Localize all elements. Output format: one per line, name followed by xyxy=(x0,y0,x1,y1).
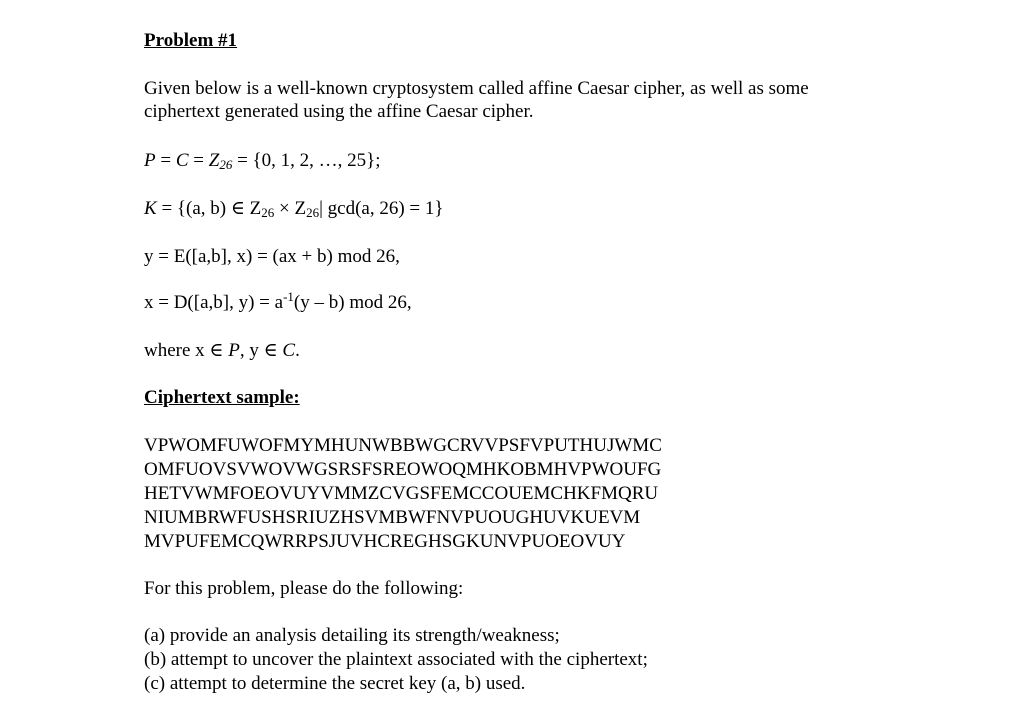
formula-key-space xyxy=(144,197,444,221)
ciphertext-line: MVPUFEMCQWRRPSJUVHCREGHSGKUNVPUOEOVUY xyxy=(144,531,626,552)
subscript-26-a: 26 xyxy=(261,205,275,220)
where-c: C xyxy=(282,340,296,361)
subscript-26-b: 26 xyxy=(306,205,320,220)
ciphertext-heading: Ciphertext sample: xyxy=(144,387,300,408)
formula-decryption xyxy=(144,291,412,315)
formula-plaintext-space xyxy=(144,149,381,173)
formula-encryption: y = E([a,b], x) = (ax + b) mod 26, xyxy=(144,246,400,267)
decrypt-start: x = D([a,b], y) = a xyxy=(144,292,284,313)
ciphertext-line: NIUMBRWFUSHSRIUZHSVMBWFNVPUOUGHUVKUEVM xyxy=(144,507,641,528)
symbol-z: Z xyxy=(208,150,220,171)
task-item: (b) attempt to uncover the plaintext associated with the ciphertext; xyxy=(144,649,648,670)
where-mid: , y ∈ xyxy=(239,340,283,361)
problem-title: Problem #1 xyxy=(144,30,238,51)
key-set-start: = {(a, b) ∈ Z xyxy=(156,198,262,219)
decrypt-rest: (y – b) mod 26, xyxy=(293,292,412,313)
key-set-cross: × Z xyxy=(274,198,307,219)
eq-2: = xyxy=(188,150,209,171)
ciphertext-line: HETVWMFOEOVUYVMMZCVGSFEMCCOUEMCHKFMQRU xyxy=(144,483,659,504)
ciphertext-line: OMFUOVSVWOVWGSRSFSREOWOQMHKOBMHVPWOUFG xyxy=(144,459,662,480)
key-set-condition: | gcd(a, 26) = 1} xyxy=(319,198,444,219)
symbol-k: K xyxy=(144,198,157,219)
where-start: where x ∈ xyxy=(144,340,229,361)
symbol-p: P xyxy=(144,150,156,171)
intro-line-2: ciphertext generated using the affine Caesar cipher. xyxy=(144,101,534,122)
where-p: P xyxy=(228,340,240,361)
intro-line-1: Given below is a well-known cryptosystem called affine Caesar cipher, as well as some xyxy=(144,78,809,99)
subscript-26: 26 xyxy=(219,157,233,172)
where-end: . xyxy=(295,340,300,361)
task-intro: For this problem, please do the following: xyxy=(144,578,464,599)
set-values: = {0, 1, 2, …, 25}; xyxy=(232,150,381,171)
task-item: (c) attempt to determine the secret key (a, b) used. xyxy=(144,673,526,694)
superscript-inverse: -1 xyxy=(283,289,294,304)
formula-where xyxy=(144,339,300,363)
ciphertext-line: VPWOMFUWOFMYMHUNWBBWGCRVVPSFVPUTHUJWMC xyxy=(144,435,662,456)
task-item: (a) provide an analysis detailing its strength/weakness; xyxy=(144,625,560,646)
symbol-c: C xyxy=(175,150,189,171)
eq-1: = xyxy=(155,150,176,171)
